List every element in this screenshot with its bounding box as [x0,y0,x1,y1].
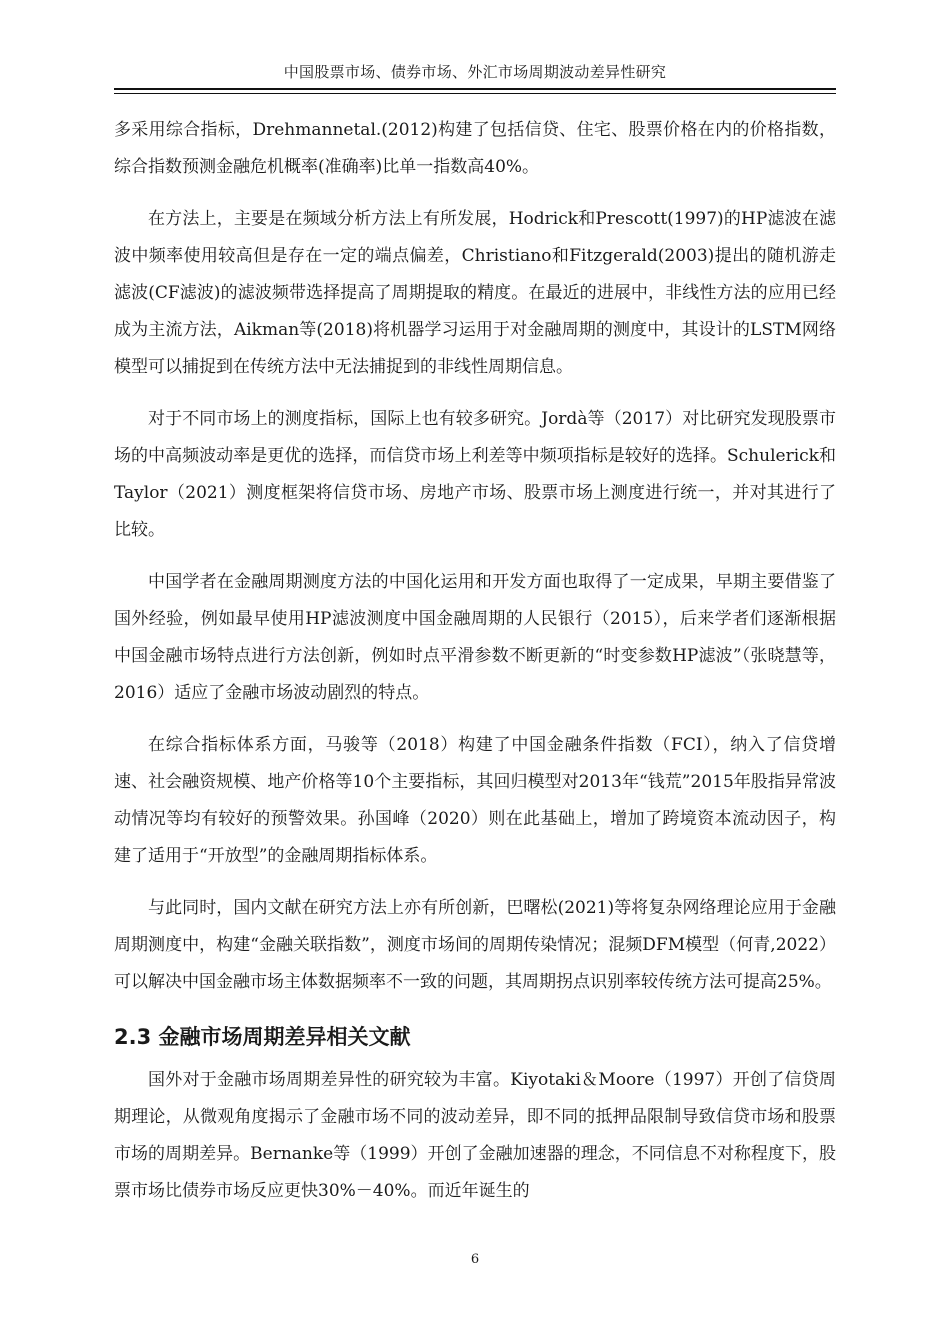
paragraph-chinese-scholars: 中国学者在金融周期测度方法的中国化运用和开发方面也取得了一定成果，早期主要借鉴了国外经验，例如最早使用HP滤波测度中国金融周期的人民银行（2015），后来学者们逐渐根据中国金融市场特点进行方法创新，例如时点平滑参数不断更新的“时变参数HP滤波”（张晓慧等，2016）适应了金融市场波动剧烈的特点。 [114,572,836,703]
section-heading: 2.3 金融市场周期差异相关文献 [114,1025,411,1049]
page-number: 6 [470,1252,480,1267]
paragraph-composite-index: 在综合指标体系方面，马骏等（2018）构建了中国金融条件指数（FCI），纳入了信贷增速、社会融资规模、地产价格等10个主要指标，其回归模型对2013年“钱荒”2015年股指异常波动情况等均有较好的预警效果。孙国峰（2020）则在此基础上，增加了跨境资本流动因子，构建了适用于“开放型”的金融周期指标体系。 [114,735,836,866]
paragraph-domestic-methods: 与此同时，国内文献在研究方法上亦有所创新，巴曙松(2021)等将复杂网络理论应用于金融周期测度中，构建“金融关联指数”，测度市场间的周期传染情况；混频DFM模型（何青,2022）可以解决中国金融市场主体数据频率不一致的问题，其周期拐点识别率较传统方法可提高25%。 [114,898,836,992]
running-header: 中国股票市场、债券市场、外汇市场周期波动差异性研究 [283,63,667,81]
header-rule-thin [114,93,836,94]
paragraph-market-indicators: 对于不同市场上的测度指标，国际上也有较多研究。Jordà等（2017）对比研究发现股票市场的中高频波动率是更优的选择，而信贷市场上利差等中频项指标是较好的选择。Schulerick和Taylor（2021）测度框架将信贷市场、房地产市场、股票市场上测度进行统一，并对其进行了比较。 [114,409,836,540]
body-text [114,112,836,1225]
paragraph-cycle-differences: 国外对于金融市场周期差异性的研究较为丰富。Kiyotaki＆Moore（1997）开创了信贷周期理论，从微观角度揭示了金融市场不同的波动差异，即不同的抵押品限制导致信贷市场和股票市场的周期差异。Bernanke等（1999）开创了金融加速器的理念，不同信息不对称程度下，股票市场比债券市场反应更快30%－40%。而近年诞生的 [114,1070,836,1201]
paragraph-continuation: 多采用综合指标，Drehmannetal.(2012)构建了包括信贷、住宅、股票价格在内的价格指数，综合指数预测金融危机概率(准确率)比单一指数高40%。 [114,120,836,177]
paragraph-methods: 在方法上，主要是在频域分析方法上有所发展，Hodrick和Prescott(1997)的HP滤波在滤波中频率使用较高但是存在一定的端点偏差，Christiano和Fitzgerald(2003)提出的随机游走滤波(CF滤波)的滤波频带选择提高了周期提取的精度。在最近的进展中，非线性方法的应用已经成为主流方法，Aikman等(2018)将机器学习运用于对金融周期的测度中，其设计的LSTM网络模型可以捕捉到在传统方法中无法捕捉到的非线性周期信息。 [114,209,836,377]
header-rule-thick [114,88,836,90]
